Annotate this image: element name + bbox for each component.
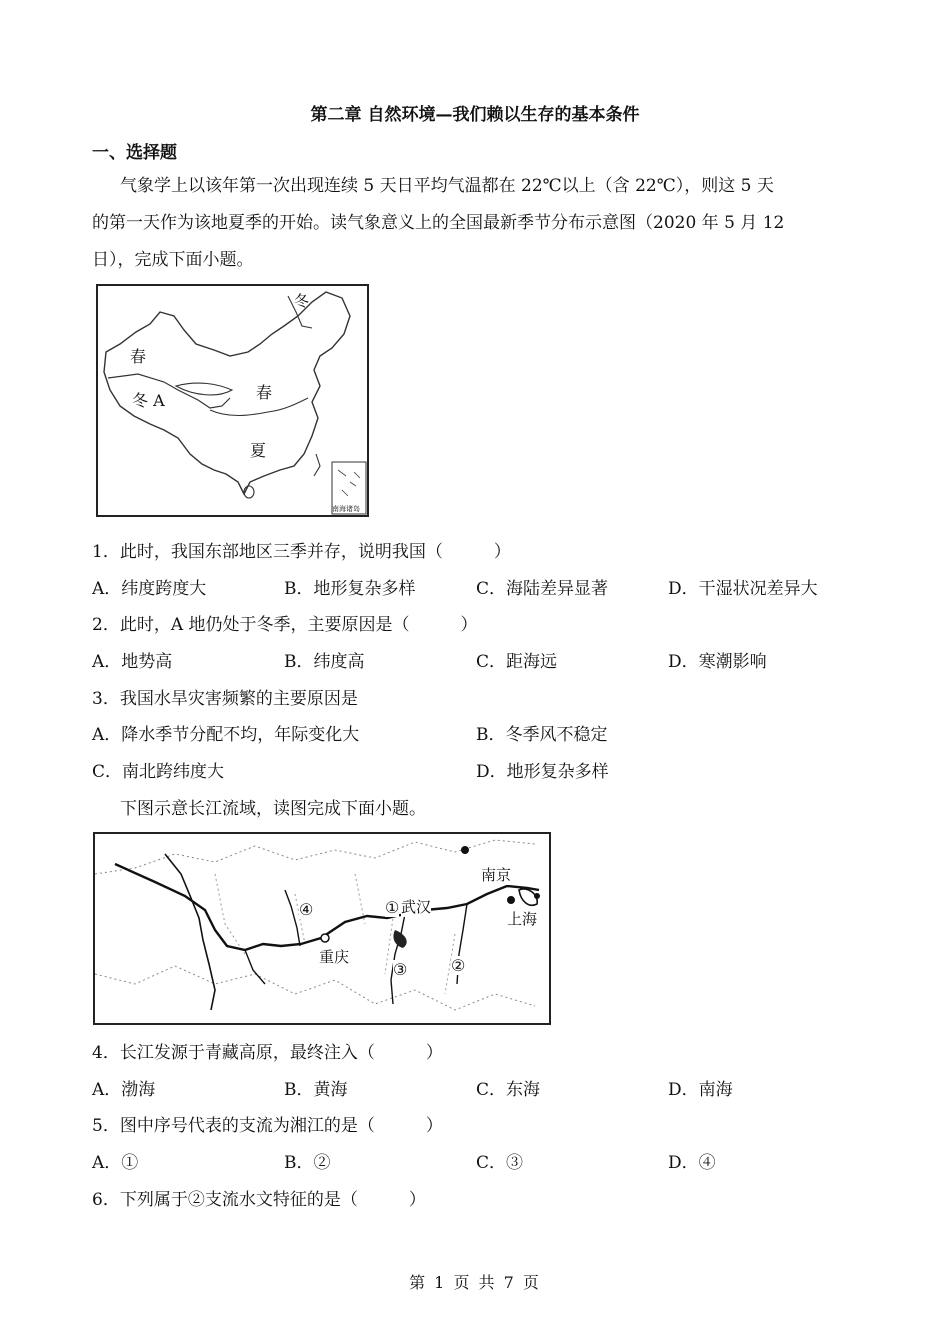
label-tributary-3: ③ xyxy=(393,960,408,979)
question-4-option-a[interactable]: A．渤海 xyxy=(92,1080,156,1100)
label-summer: 夏 xyxy=(250,441,267,460)
question-2-stem: 2．此时，A 地仍处于冬季，主要原因是（ ） xyxy=(92,615,478,635)
china-season-map xyxy=(96,284,369,517)
question-2-option-b[interactable]: B．纬度高 xyxy=(284,652,365,672)
label-nanjing: 南京 xyxy=(481,866,512,884)
label-inset: 南海诸岛 xyxy=(332,505,360,513)
question-2-option-a[interactable]: A．地势高 xyxy=(92,652,173,672)
question-3-option-c[interactable]: C．南北跨纬度大 xyxy=(92,762,225,782)
question-4-option-b[interactable]: B．黄海 xyxy=(284,1080,348,1100)
label-spring-west: 春 xyxy=(130,347,147,366)
intro-2: 下图示意长江流域，读图完成下面小题。 xyxy=(120,799,426,819)
page-title: 第二章 自然环境—我们赖以生存的基本条件 xyxy=(310,105,640,125)
question-3-option-b[interactable]: B．冬季风不稳定 xyxy=(476,725,608,745)
question-5-option-c[interactable]: C．③ xyxy=(476,1153,524,1173)
question-3-option-a[interactable]: A．降水季节分配不均，年际变化大 xyxy=(92,725,360,745)
yangtze-basin-map xyxy=(93,832,551,1025)
label-winter-a: 冬 A xyxy=(132,391,165,410)
yangtze-drawing xyxy=(95,834,549,1023)
question-2-option-c[interactable]: C．距海远 xyxy=(476,652,558,672)
question-5-option-a[interactable]: A．① xyxy=(92,1153,139,1173)
intro-line-1: 气象学上以该年第一次出现连续 5 天日平均气温都在 22℃以上（含 22℃），则这 5 天 xyxy=(120,176,774,196)
question-1-option-d[interactable]: D．干湿状况差异大 xyxy=(668,579,818,599)
intro-line-2: 的第一天作为该地夏季的开始。读气象意义上的全国最新季节分布示意图（2020 年 5 月 12 xyxy=(92,213,785,233)
label-shanghai: 上海 xyxy=(507,910,538,928)
question-1-stem: 1．此时，我国东部地区三季并存，说明我国（ ） xyxy=(92,542,511,562)
question-4-option-d[interactable]: D．南海 xyxy=(668,1080,733,1100)
label-wuhan: 武汉 xyxy=(401,898,432,916)
question-5-stem: 5．图中序号代表的支流为湘江的是（ ） xyxy=(92,1116,443,1136)
label-spring-east: 春 xyxy=(256,383,273,402)
question-1-option-c[interactable]: C．海陆差异显著 xyxy=(476,579,609,599)
question-3-option-d[interactable]: D．地形复杂多样 xyxy=(476,762,609,782)
label-tributary-4: ④ xyxy=(299,900,314,919)
label-chongqing: 重庆 xyxy=(319,948,350,966)
question-4-stem: 4．长江发源于青藏高原，最终注入（ ） xyxy=(92,1043,443,1063)
question-6-stem: 6．下列属于②支流水文特征的是（ ） xyxy=(92,1190,426,1210)
label-winter-ne: 冬 xyxy=(294,292,310,310)
question-5-option-d[interactable]: D．④ xyxy=(668,1153,716,1173)
page-footer: 第 1 页 共 7 页 xyxy=(409,1273,541,1292)
intro-line-3: 日），完成下面小题。 xyxy=(92,250,254,270)
question-1-option-b[interactable]: B．地形复杂多样 xyxy=(284,579,416,599)
label-tributary-1: ① xyxy=(385,898,400,917)
section-heading: 一、选择题 xyxy=(92,143,177,163)
question-4-option-c[interactable]: C．东海 xyxy=(476,1080,541,1100)
question-5-option-b[interactable]: B．② xyxy=(284,1153,331,1173)
label-tributary-2: ② xyxy=(451,956,466,975)
question-1-option-a[interactable]: A．纬度跨度大 xyxy=(92,579,207,599)
question-3-stem: 3．我国水旱灾害频繁的主要原因是 xyxy=(92,689,358,709)
question-2-option-d[interactable]: D．寒潮影响 xyxy=(668,652,767,672)
